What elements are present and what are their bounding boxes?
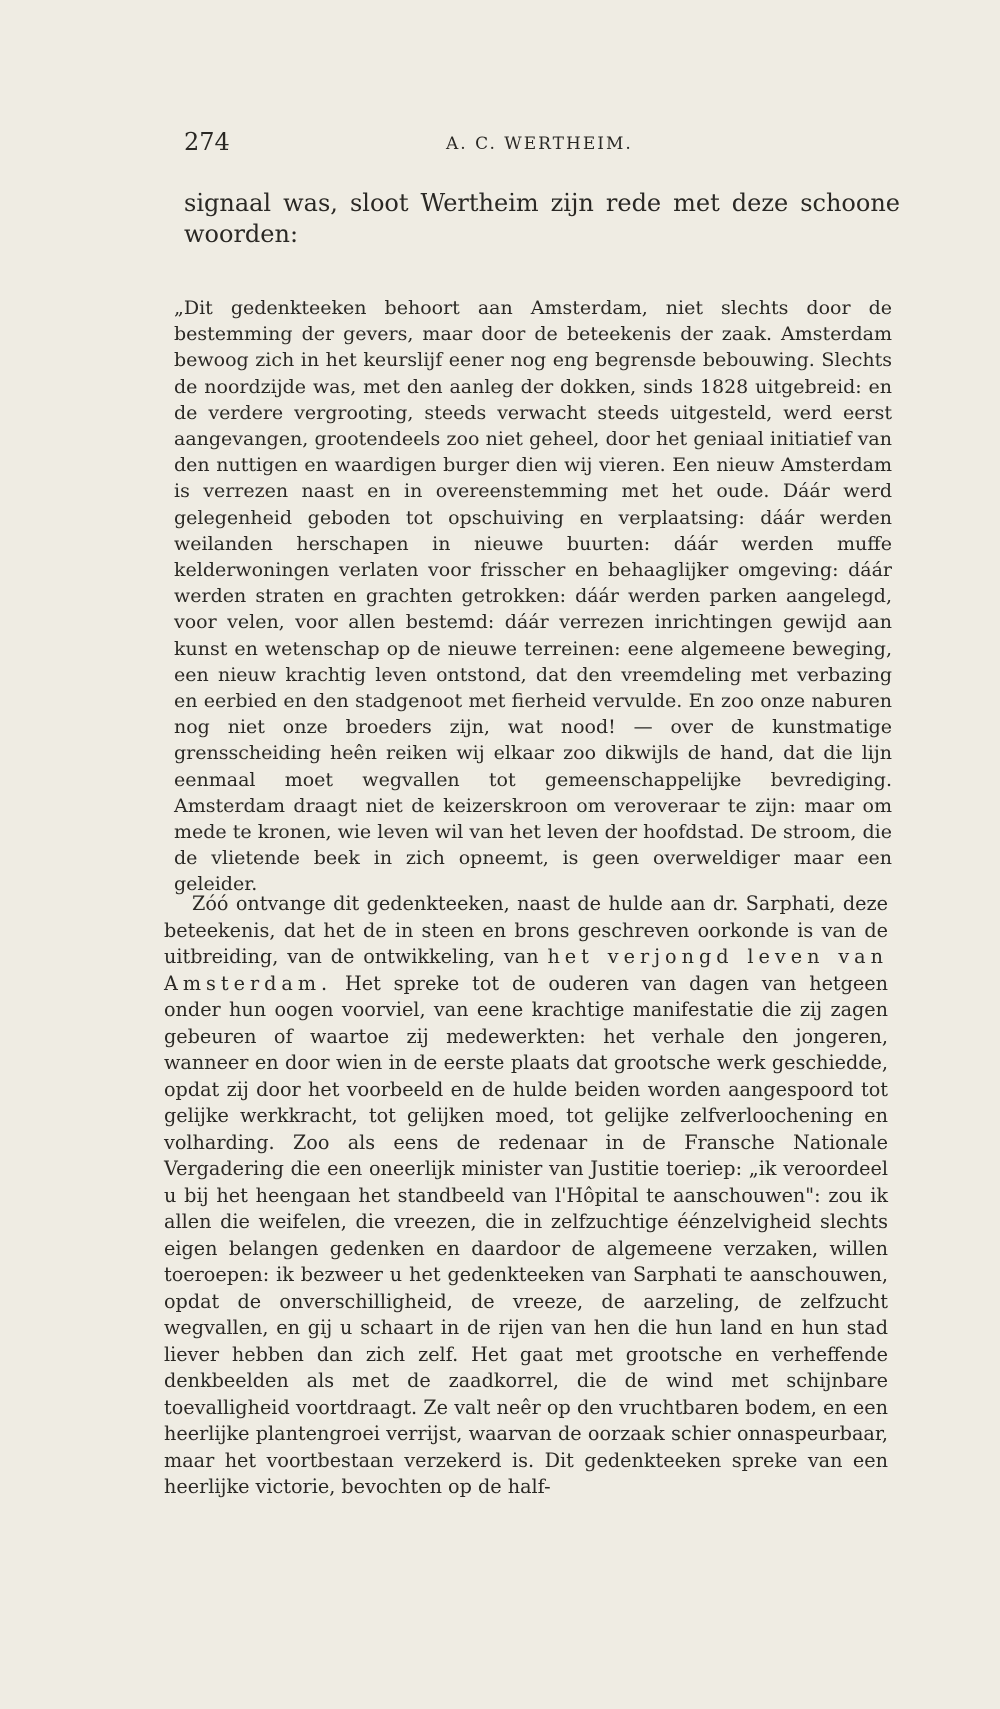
opening-sentence: signaal was, sloot Wertheim zijn rede met deze schoone woorden: <box>184 189 900 248</box>
spaced-emphasis: het verjongd leven van Amsterdam. <box>164 945 888 995</box>
running-head: A. C. WERTHEIM. <box>446 134 633 154</box>
paragraph-rest: Het spreke tot de ouderen van dagen van hetgeen onder hun oogen voorviel, van eene krachtige manifestatie die zij zagen gebeuren of waartoe zij medewerkten: het verhale den jongeren, wanneer en door wien in de eerste plaats dat grootsche werk geschiedde, opdat zij door het voorbeeld en de hulde beiden worden aangespoord tot gelijke werkkracht, tot gelijken moed, tot gelijke zelfverloochening en volharding. Zoo als eens de redenaar in de Fransche Nationale Vergadering die een oneerlijk minister van Justitie toeriep: „ik veroordeel u bij het heengaan het standbeeld van l'Hôpital te aanschouwen": zou ik allen die weifelen, die vreezen, die in zelfzuchtige éénzelvigheid slechts eigen belangen gedenken en daardoor de algemeene verzaken, willen toeroepen: ik bezweer u het gedenkteeken van Sarphati te aanschouwen, opdat de onverschilligheid, de vreeze, de aarzeling, de zelfzucht wegvallen, en gij u schaart in de rijen van hen die hun land en hun stad liever hebben dan zich zelf. Het gaat met grootsche en verheffende denkbeelden als met de zaadkorrel, die de wind met schijnbare toevalligheid voortdraagt. Ze valt neêr op den vruchtbaren bodem, en een heerlijke plantengroei verrijst, waarvan de oorzaak schier onnaspeurbaar, maar het voortbestaan verzekerd is. Dit gedenkteeken spreke van een heerlijke victorie, bevochten op de half- <box>164 971 888 1498</box>
paragraph <box>164 891 888 1501</box>
quote-paragraph: „Dit gedenkteeken behoort aan Amsterdam, niet slechts door de bestemming der gevers, maar door de beteekenis der zaak. Amsterdam bewoog zich in het keurslijf eener nog eng begrensde bebouwing. Slechts de noordzijde was, met den aanleg der dokken, sinds 1828 uitgebreid: en de verdere vergrooting, steeds verwacht steeds uitgesteld, werd eerst aangevangen, grootendeels zoo niet geheel, door het geniaal initiatief van den nuttigen en waardigen burger dien wij vieren. Een nieuw Amsterdam is verrezen naast en in overeenstemming met het oude. Dáár werd gelegenheid geboden tot opschuiving en verplaatsing: dáár werden weilanden herschapen in nieuwe buurten: dáár werden muffe kelderwoningen verlaten voor frisscher en behaaglijker omgeving: dáár werden straten en grachten getrokken: dáár werden parken aangelegd, voor velen, voor allen bestemd: dáár verrezen inrichtingen gewijd aan kunst en wetenschap op de nieuwe terreinen: eene algemeene beweging, een nieuw krachtig leven ontstond, dat den vreemdeling met verbazing en eerbied en den stadgenoot met fierheid vervulde. En zoo onze naburen nog niet onze broeders zijn, wat nood! — over de kunstmatige grensscheiding heên reiken wij elkaar zoo dikwijls de hand, dat die lijn eenmaal moet wegvallen tot gemeenschappelijke bevrediging. Amsterdam draagt niet de keizerskroon om veroveraar te zijn: maar om mede te kronen, wie leven wil van het leven der hoofdstad. De stroom, die de vlietende beek in zich opneemt, is geen overweldiger maar een geleider. <box>174 297 892 896</box>
speech-quotation <box>174 295 892 898</box>
page-header <box>184 128 898 162</box>
paragraph-lead: Zóó ontvange dit gedenkteeken, naast de hulde aan dr. Sarphati, deze beteekenis, dat het de in steen en brons geschreven oorkonde is van de uitbreiding, van de ontwikkeling, van <box>164 892 888 968</box>
page-number: 274 <box>184 128 230 156</box>
body-paragraph <box>164 891 888 1501</box>
